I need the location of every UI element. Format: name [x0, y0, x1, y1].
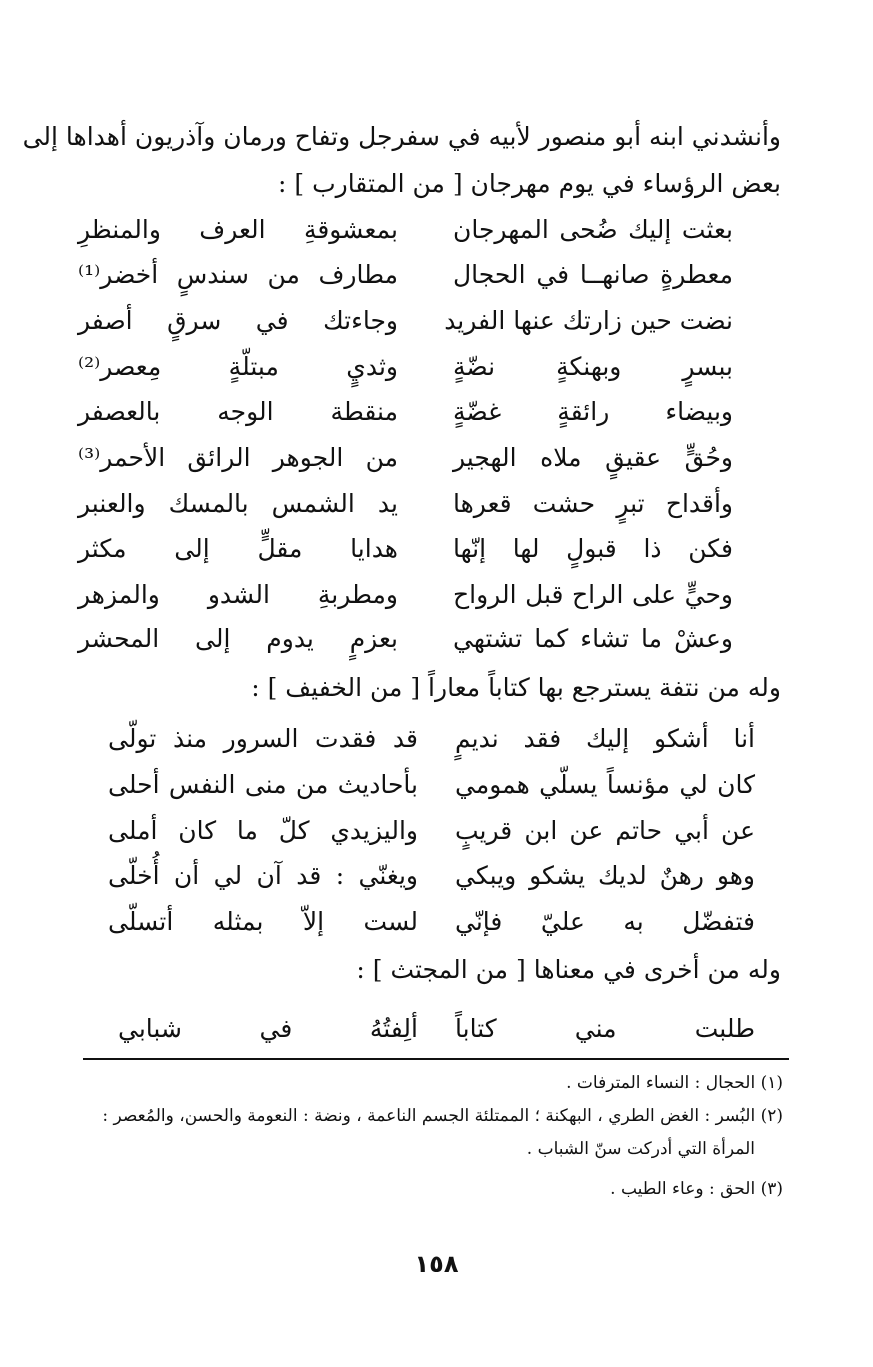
verse	[0, 859, 873, 899]
verse	[0, 395, 873, 435]
verse-first-hemistich: كان لي مؤنساً يسلّي همومي	[455, 770, 755, 799]
verse-second-hemistich: يد الشمس بالمسك والعنبر	[78, 489, 398, 518]
verse-first-hemistich: وبيضاء رائقةٍ غضّةٍ	[453, 397, 733, 426]
footnote-2-continued: المرأة التي أدركت سنّ الشباب .	[526, 1139, 755, 1159]
footnote-2: (٢) البُسر : الغض الطري ، البهكنة ؛ الممتلئة الجسم الناعمة ، ونضة : النعومة والحسن، والمُعصر :	[102, 1106, 783, 1126]
verse-second-hemistich: ألِفتُهُ في شبابي	[118, 1014, 418, 1043]
verse-first-hemistich: عن أبي حاتم عن ابن قريبٍ	[455, 816, 755, 845]
intro-khafif: وله من نتفة يسترجع بها كتاباً معاراً [ من الخفيف ] :	[251, 673, 781, 702]
footnote-3: (٣) الحق : وعاء الطيب .	[610, 1179, 783, 1199]
verse	[0, 258, 873, 298]
verse-first-hemistich: نضت حين زارتك عنها الفريد	[444, 306, 733, 335]
verse-second-hemistich: منقطة الوجه بالعصفر	[78, 397, 398, 426]
verse-second-hemistich: لست إلاّ بمثله أتسلّى	[108, 907, 418, 936]
footnote-divider	[83, 1058, 789, 1060]
verse-second-hemistich: بمعشوقةِ العرف والمنظرِ	[78, 215, 398, 244]
verse-first-hemistich: طلبت مني كتاباً	[455, 1014, 755, 1043]
verse-first-hemistich: بعثت إليك ضُحى المهرجان	[453, 215, 733, 244]
verse-first-hemistich: وأقداح تبرٍ حشت قعرها	[453, 489, 733, 518]
verse-first-hemistich: معطرةٍ صانهــا في الحجال	[453, 260, 733, 289]
verse	[0, 722, 873, 762]
verse-first-hemistich: وعشْ ما تشاء كما تشتهي	[453, 624, 733, 653]
verse-first-hemistich: ببسرٍ وبهنكةٍ نضّةٍ	[453, 352, 733, 381]
verse-first-hemistich: أنا أشكو إليك فقد نديمٍ	[455, 724, 755, 753]
verse-second-hemistich: قد فقدت السرور منذ تولّى	[108, 724, 418, 753]
verse-first-hemistich: وهو رهنٌ لديك يشكو ويبكي	[455, 861, 755, 890]
footnote-1: (١) الحجال : النساء المترفات .	[566, 1073, 783, 1093]
verse	[0, 578, 873, 618]
verse-first-hemistich: وحُقٍّ عقيقٍ ملاه الهجير	[453, 443, 733, 472]
verse-second-hemistich: بعزمٍ يدوم إلى المحشر	[78, 624, 398, 653]
verse	[0, 768, 873, 808]
verse	[0, 532, 873, 572]
verse-second-hemistich: ويغنّي : قد آن لي أن أُخلّى	[108, 861, 418, 890]
verse	[0, 487, 873, 527]
verse	[0, 905, 873, 945]
verse-second-hemistich: بأحاديث من منى النفس أحلى	[108, 770, 418, 799]
page-number: ١٥٨	[414, 1250, 459, 1278]
verse-second-hemistich: وجاءتك في سرقٍ أصفر	[78, 306, 398, 335]
verse-second-hemistich: هدايا مقلٍّ إلى مكثر	[78, 534, 398, 563]
verse-second-hemistich: وثديٍ مبتلّةٍ مِعصر⁽²⁾	[78, 352, 398, 381]
verse	[0, 814, 873, 854]
verse	[0, 350, 873, 390]
verse-first-hemistich: فتفضّل به عليّ فإنّي	[455, 907, 755, 936]
verse	[0, 304, 873, 344]
verse-first-hemistich: وحيٍّ على الراح قبل الرواح	[453, 580, 733, 609]
verse-second-hemistich: واليزيدي كلّ ما كان أملى	[108, 816, 418, 845]
verse-first-hemistich: فكن ذا قبولٍ لها إنّها	[453, 534, 733, 563]
intro-line-2: بعض الرؤساء في يوم مهرجان [ من المتقارب ] :	[278, 169, 781, 198]
verse	[0, 213, 873, 253]
intro-mujtath: وله من أخرى في معناها [ من المجتث ] :	[356, 955, 781, 984]
verse	[0, 1012, 873, 1052]
verse-second-hemistich: من الجوهر الرائق الأحمر⁽³⁾	[78, 443, 398, 472]
verse-second-hemistich: مطارف من سندسٍ أخضر⁽¹⁾	[78, 260, 398, 289]
verse	[0, 441, 873, 481]
verse-second-hemistich: ومطربةِ الشدو والمزهر	[78, 580, 398, 609]
intro-line-1: وأنشدني ابنه أبو منصور لأبيه في سفرجل وتفاح ورمان وآذريون أهداها إلى	[22, 122, 781, 151]
verse	[0, 622, 873, 662]
